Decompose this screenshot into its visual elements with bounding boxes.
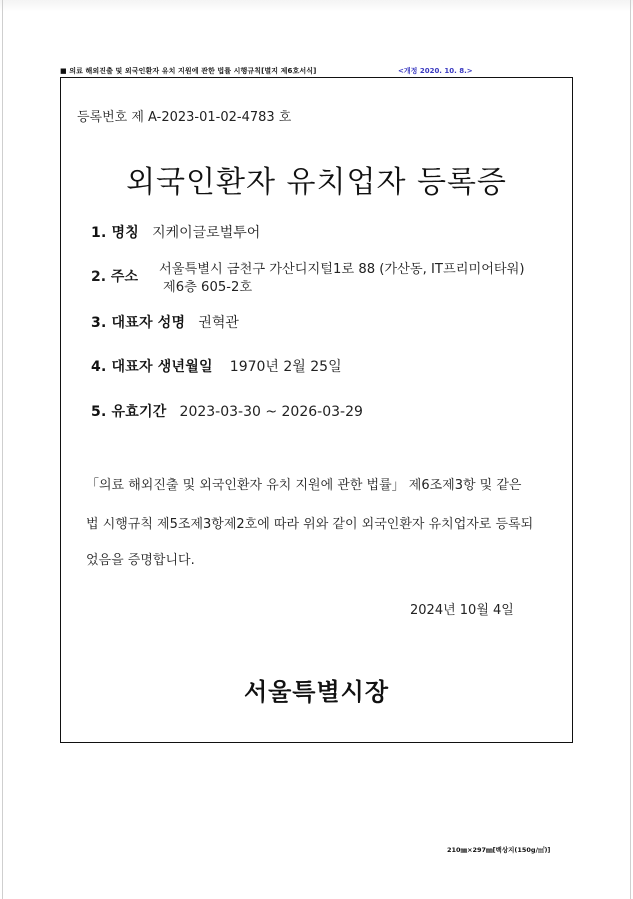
field-representative-birth-value: 1970년 2월 25일: [229, 359, 342, 375]
field-name-label: 1. 명칭: [91, 225, 139, 241]
field-representative-birth: [91, 356, 342, 376]
field-representative-name-value: 권혁관: [198, 315, 239, 331]
scan-edge-left: [2, 0, 3, 899]
issuer-title: 서울특별시장: [243, 678, 390, 706]
field-address-line1: 서울특별시 금천구 가산디지털1로 88 (가산동, IT프리미어타워): [159, 262, 525, 277]
field-name: [91, 222, 260, 242]
field-representative-name-label: 3. 대표자 성명: [91, 315, 186, 331]
body-line-2: 법 시행규칙 제5조제3항제2호에 따라 위와 같이 외국인환자 유치업자로 등록되: [86, 517, 534, 532]
field-address-label: 2. 주소: [91, 269, 138, 285]
field-name-value: 지케이글로벌투어: [152, 225, 261, 241]
scan-edge-right: [630, 0, 631, 899]
field-validity-period-value: 2023-03-30 ~ 2026-03-29: [179, 404, 363, 420]
field-validity-period-label: 5. 유효기간: [91, 404, 167, 420]
body-line-3: 었음을 증명합니다.: [86, 553, 195, 568]
form-reference: ■ 의료 해외진출 및 외국인환자 유치 지원에 관한 법률 시행규칙[별지 제6호서식]: [60, 67, 317, 75]
issue-date: 2024년 10월 4일: [410, 603, 514, 618]
certificate-title: 외국인환자 유치업자 등록증: [126, 165, 507, 200]
field-address-line2: 제6층 605-2호: [163, 280, 253, 295]
body-line-1: 「의료 해외진출 및 외국인환자 유치 지원에 관한 법률」 제6조제3항 및 같은: [86, 478, 522, 493]
registration-number: 등록번호 제 A-2023-01-02-4783 호: [77, 110, 292, 125]
field-representative-name: [91, 312, 239, 332]
revision-date: <개정 2020. 10. 8.>: [398, 67, 473, 75]
field-representative-birth-label: 4. 대표자 생년월일: [91, 359, 213, 375]
field-validity-period: [91, 401, 363, 421]
paper-spec: 210㎜×297㎜[백상지(150g/㎡)]: [447, 846, 551, 854]
